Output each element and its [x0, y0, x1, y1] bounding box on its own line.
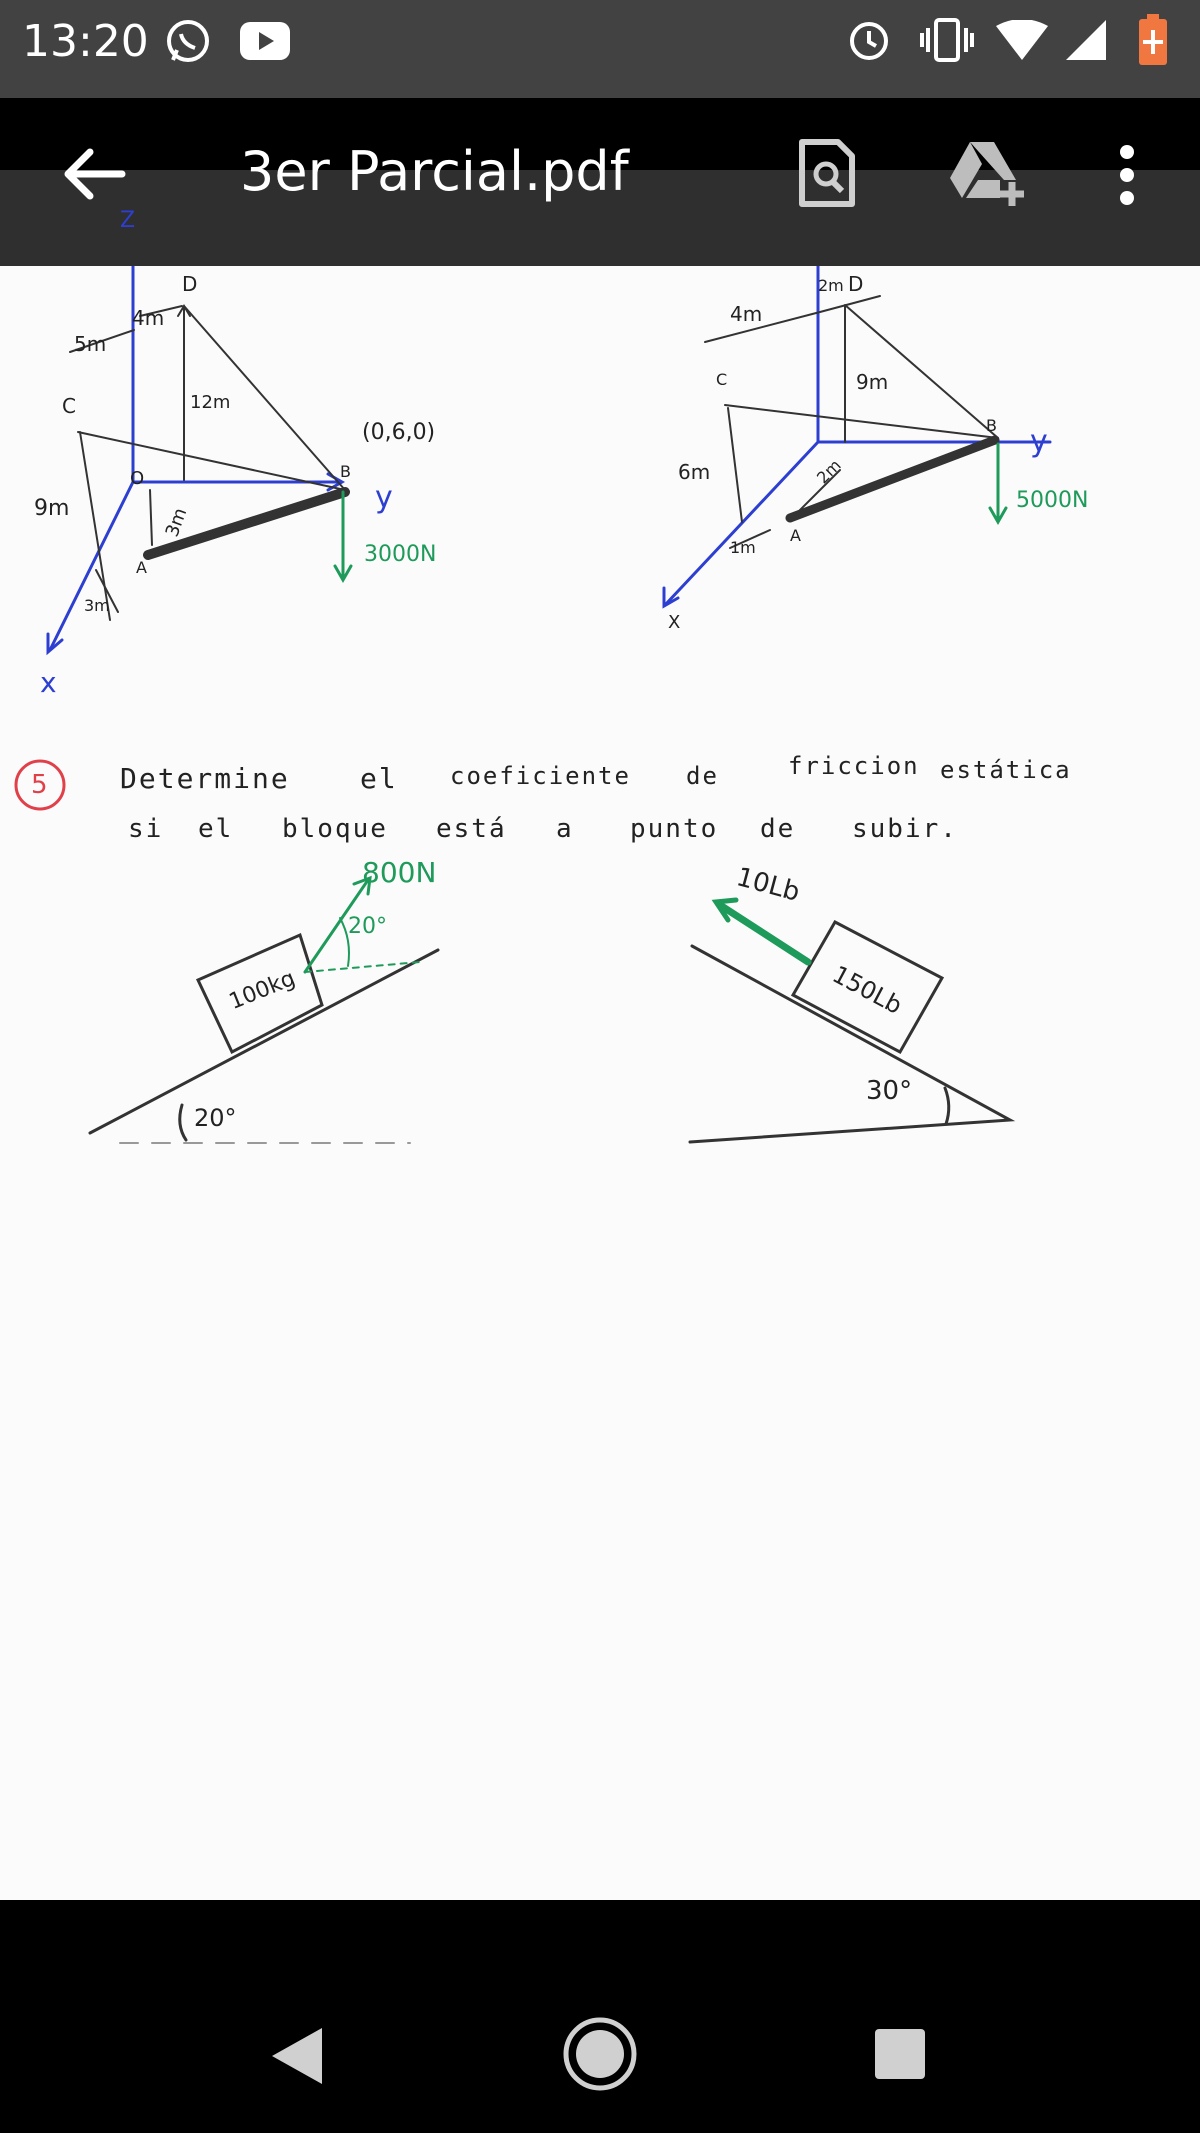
vibrate-icon — [918, 18, 976, 62]
incline-left-angle: 20° — [194, 1104, 237, 1132]
fig-left-force: 3000N — [364, 542, 437, 567]
incline-right-force: 10Lb — [733, 862, 803, 908]
fig-left-point-d: D — [182, 272, 198, 296]
fig-right-point-d: D — [848, 272, 864, 296]
fig-right-point-c: C — [716, 370, 728, 389]
fig-left-point-o: O — [130, 468, 145, 489]
search-document-icon[interactable] — [798, 138, 856, 208]
status-bar — [0, 0, 1200, 98]
fig-right-dim-2m: 2m — [813, 455, 845, 488]
more-vert-icon[interactable] — [1112, 144, 1142, 206]
question-number: 5 — [31, 770, 48, 800]
fig-left-axis-y: y — [375, 480, 393, 515]
fig-left-dim-12m: 12m — [190, 392, 231, 413]
drive-add-icon[interactable] — [950, 140, 1030, 206]
q-word: de — [686, 762, 719, 790]
battery-icon — [1138, 14, 1168, 66]
fig-left-point-c: C — [62, 394, 76, 418]
fig-left-dim-3m-b: 3m — [84, 596, 110, 615]
q-word: está — [436, 814, 507, 844]
fig-right-force: 5000N — [1016, 488, 1089, 513]
document-title: 3er Parcial.pdf — [240, 140, 629, 203]
fig-right-dim-9m: 9m — [856, 370, 889, 394]
incline-left-force: 800N — [362, 856, 437, 889]
incline-left-force-angle: 20° — [348, 914, 387, 939]
fig-right-axis-x: X — [668, 612, 681, 633]
q-word: el — [198, 814, 234, 844]
q-word: punto — [630, 814, 719, 844]
q-word: Determine — [120, 762, 290, 795]
whatsapp-icon — [165, 18, 211, 64]
fig-right-dim-4m: 4m — [730, 302, 763, 326]
q-word: el — [360, 762, 398, 795]
fig-right-dim-2m-top: 2m — [818, 276, 844, 295]
fig-right-point-b: B — [986, 416, 997, 435]
signal-icon — [1066, 20, 1106, 60]
q-word: de — [760, 814, 796, 844]
incline-left-block: 100kg — [225, 966, 299, 1015]
pdf-page[interactable] — [0, 208, 1200, 1900]
q-word: bloque — [282, 814, 388, 844]
fig-left-coords-b: (0,6,0) — [362, 420, 436, 445]
wifi-icon — [996, 20, 1048, 60]
recents-square-icon[interactable] — [874, 2028, 926, 2080]
status-time: 13:20 — [22, 16, 149, 67]
home-circle-icon[interactable] — [562, 2016, 638, 2092]
back-arrow-icon[interactable] — [62, 146, 126, 202]
fig-left-axis-z: Z — [120, 208, 136, 233]
fig-left-dim-4m: 4m — [132, 306, 165, 330]
q-word: coeficiente — [450, 762, 631, 790]
q-word: friccion — [788, 752, 920, 780]
fig-right-dim-6m: 6m — [678, 460, 711, 484]
fig-right-point-a: A — [790, 526, 801, 545]
fig-left-dim-3m-a: 3m — [161, 505, 192, 540]
incline-right-angle: 30° — [866, 1076, 913, 1106]
fig-right-dim-1m: 1m — [730, 538, 756, 557]
fig-left-dim-5m: 5m — [74, 332, 107, 356]
navigation-bar — [0, 1900, 1200, 2133]
alarm-icon — [846, 16, 892, 62]
youtube-icon — [240, 22, 290, 60]
q-word: a — [556, 814, 574, 844]
fig-right-axis-y: y — [1030, 424, 1048, 459]
fig-left-point-a: A — [136, 558, 147, 577]
fig-left-dim-9m: 9m — [34, 496, 70, 521]
q-word: subir. — [852, 814, 958, 844]
q-word: si — [128, 814, 164, 844]
q-word: estática — [940, 756, 1072, 784]
incline-right-block: 150Lb — [827, 960, 907, 1020]
fig-left-axis-x: x — [40, 666, 57, 699]
back-triangle-icon[interactable] — [270, 2026, 324, 2086]
fig-left-point-b: B — [340, 462, 351, 481]
